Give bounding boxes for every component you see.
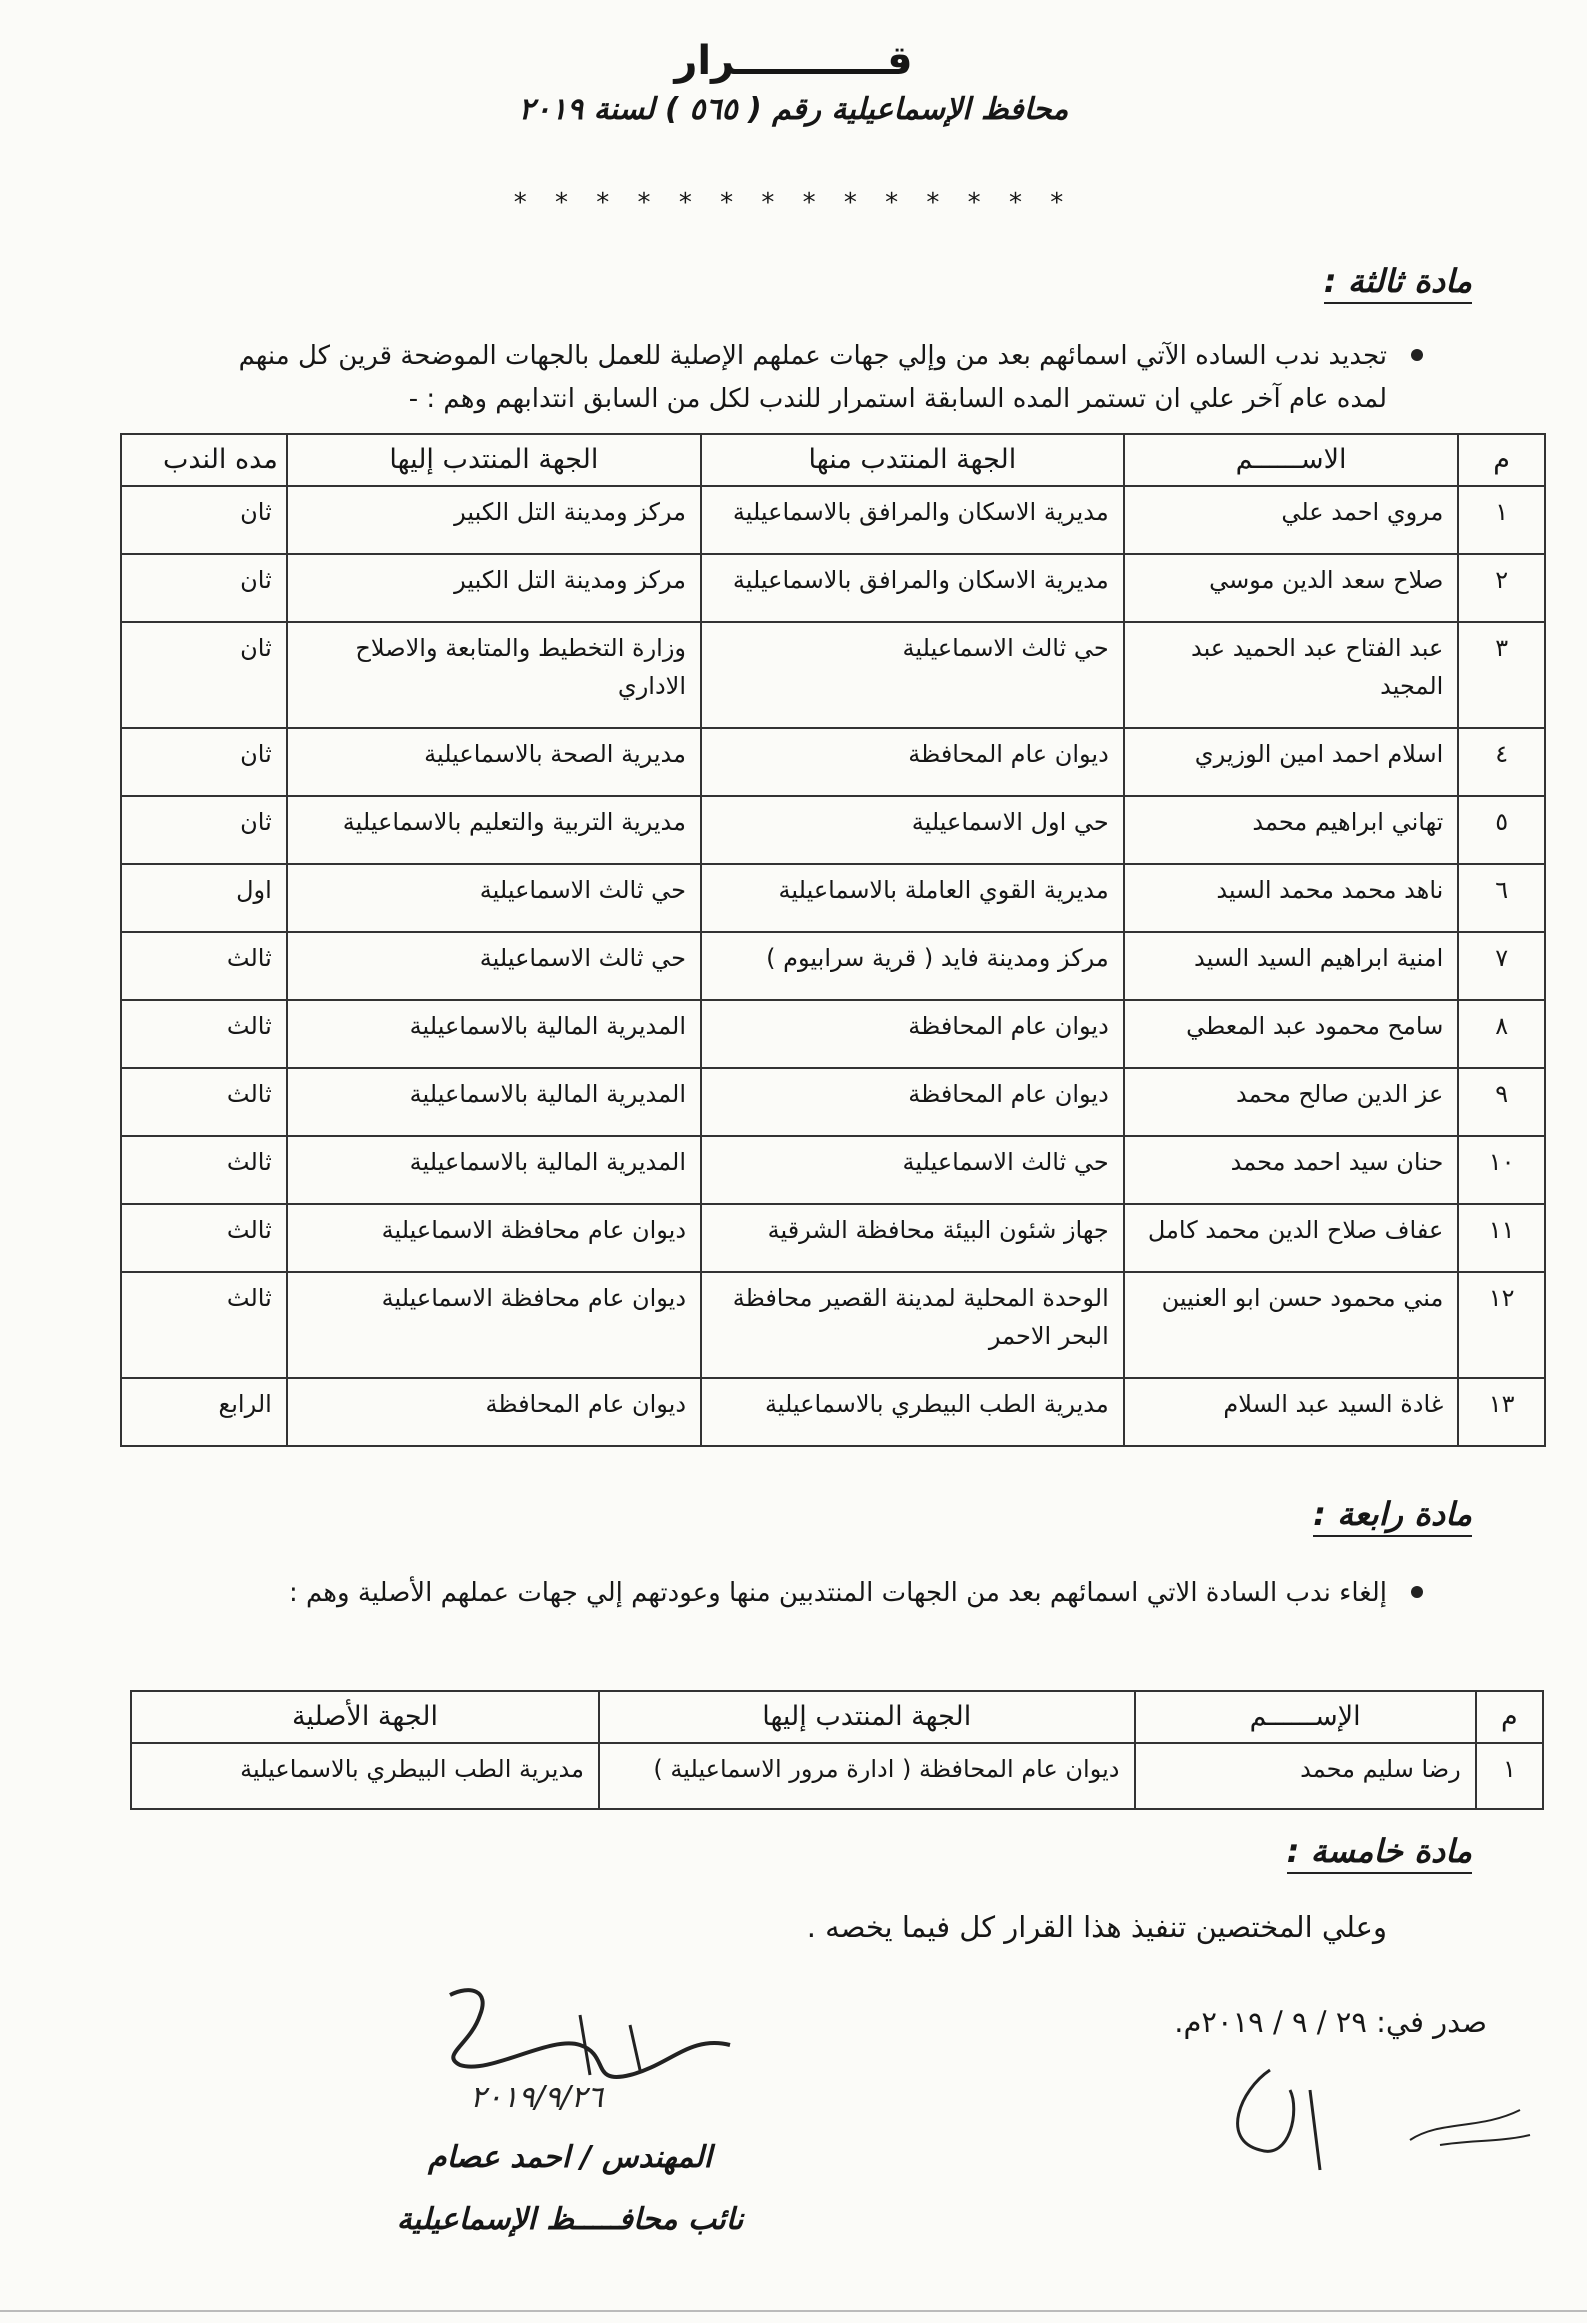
- row-number: ٦: [1458, 864, 1545, 932]
- table-row: [121, 1204, 1545, 1272]
- table-row: [121, 622, 1545, 728]
- from-entity: ديوان عام المحافظة: [701, 728, 1124, 796]
- employee-name: رضا سليم محمد: [1135, 1743, 1476, 1809]
- to-entity: المديرية المالية بالاسماعيلية: [287, 1068, 701, 1136]
- to-entity: ديوان عام المحافظة ( ادارة مرور الاسماعيلية ): [599, 1743, 1135, 1809]
- employee-name: امنية ابراهيم السيد السيد: [1124, 932, 1459, 1000]
- duration: ثان: [121, 796, 287, 864]
- row-number: ٣: [1458, 622, 1545, 728]
- row-number: ١: [1458, 486, 1545, 554]
- duration: ثالث: [121, 1136, 287, 1204]
- header-cell: الإســــــم: [1135, 1691, 1476, 1743]
- from-entity: الوحدة المحلية لمدينة القصير محافظة البحر الاحمر: [701, 1272, 1124, 1378]
- article5-heading: مادة خامسة :: [1287, 1832, 1472, 1874]
- duration: ثالث: [121, 1000, 287, 1068]
- employee-name: سامح محمود عبد المعطي: [1124, 1000, 1459, 1068]
- to-entity: حي ثالث الاسماعيلية: [287, 932, 701, 1000]
- to-entity: ديوان عام محافظة الاسماعيلية: [287, 1272, 701, 1378]
- duration: ثان: [121, 622, 287, 728]
- row-number: ١: [1476, 1743, 1543, 1809]
- table-row: [121, 486, 1545, 554]
- table-row: [121, 796, 1545, 864]
- row-number: ٨: [1458, 1000, 1545, 1068]
- duration: ثان: [121, 554, 287, 622]
- from-entity: مركز ومدينة فايد ( قرية سرابيوم ): [701, 932, 1124, 1000]
- from-entity: حي ثالث الاسماعيلية: [701, 1136, 1124, 1204]
- to-entity: وزارة التخطيط والمتابعة والاصلاح الاداري: [287, 622, 701, 728]
- header-cell: الجهة الأصلية: [131, 1691, 599, 1743]
- table-header-row: [121, 434, 1545, 486]
- row-number: ٤: [1458, 728, 1545, 796]
- article4-table: [130, 1690, 1544, 1810]
- row-number: ١١: [1458, 1204, 1545, 1272]
- page-edge-line: [0, 2310, 1587, 2312]
- employee-name: مني محمود حسن ابو العنيين: [1124, 1272, 1459, 1378]
- article3-table: [120, 433, 1546, 1447]
- employee-name: صلاح سعد الدين موسي: [1124, 554, 1459, 622]
- header-cell: الجهة المنتدب منها: [701, 434, 1124, 486]
- table-row: [121, 864, 1545, 932]
- table-row: [121, 932, 1545, 1000]
- signatory-title: نائب محافـــــظ الإسماعيلية: [396, 2202, 744, 2237]
- from-entity: حي ثالث الاسماعيلية: [701, 622, 1124, 728]
- employee-name: عفاف صلاح الدين محمد كامل: [1124, 1204, 1459, 1272]
- employee-name: ناهد محمد محمد السيد: [1124, 864, 1459, 932]
- signatory-name: المهندس / احمد عصام: [428, 2140, 712, 2175]
- table-row: [121, 554, 1545, 622]
- to-entity: مركز ومدينة التل الكبير: [287, 486, 701, 554]
- table-row: [121, 1000, 1545, 1068]
- duration: ثالث: [121, 1068, 287, 1136]
- employee-name: مروي احمد علي: [1124, 486, 1459, 554]
- bullet-icon: [1411, 349, 1423, 361]
- employee-name: عبد الفتاح عبد الحميد عبد المجيد: [1124, 622, 1459, 728]
- initials-scribble: [1180, 2050, 1560, 2190]
- from-entity: حي اول الاسماعيلية: [701, 796, 1124, 864]
- row-number: ١٢: [1458, 1272, 1545, 1378]
- handwritten-date: ٢٠١٩/٩/٢٦: [470, 2080, 604, 2115]
- decree-number-line: محافظ الإسماعيلية رقم ( ٥٦٥ ) لسنة ٢٠١٩: [518, 92, 1069, 127]
- employee-name: تهاني ابراهيم محمد: [1124, 796, 1459, 864]
- table-row: [121, 1068, 1545, 1136]
- table-header-row: [131, 1691, 1543, 1743]
- from-entity: جهاز شئون البيئة محافظة الشرقية: [701, 1204, 1124, 1272]
- article5-text: وعلي المختصين تنفيذ هذا القرار كل فيما يخصه .: [806, 1910, 1387, 1944]
- row-number: ٩: [1458, 1068, 1545, 1136]
- header-cell: الجهة المنتدب إليها: [287, 434, 701, 486]
- issue-date: صدر في: ٢٩ / ٩ / ٢٠١٩م.: [1174, 2005, 1487, 2039]
- row-number: ٧: [1458, 932, 1545, 1000]
- article3-heading: مادة ثالثة :: [1324, 262, 1472, 304]
- table-row: [121, 1272, 1545, 1378]
- header-cell: الجهة المنتدب إليها: [599, 1691, 1135, 1743]
- article3-text: تجديد ندب الساده الآتي اسمائهم بعد من وإلي جهات عملهم الإصلية للعمل بالجهات الموضحة قرين كل منهم لمده عام آخر علي ان تستمر المده السابقة استمرار للندب لكل من السابق انتدابهم وهم : -: [238, 341, 1387, 414]
- to-entity: المديرية المالية بالاسماعيلية: [287, 1136, 701, 1204]
- from-entity: مديرية الطب البيطري بالاسماعيلية: [701, 1378, 1124, 1446]
- duration: اول: [121, 864, 287, 932]
- to-entity: مديرية الصحة بالاسماعيلية: [287, 728, 701, 796]
- original-entity: مديرية الطب البيطري بالاسماعيلية: [131, 1743, 599, 1809]
- article4-text-block: [207, 1572, 1387, 1615]
- from-entity: مديرية القوي العاملة بالاسماعيلية: [701, 864, 1124, 932]
- decree-title: قـــــــــــرار: [674, 38, 913, 84]
- bullet-icon: [1411, 1586, 1423, 1598]
- from-entity: مديرية الاسكان والمرافق بالاسماعيلية: [701, 486, 1124, 554]
- from-entity: ديوان عام المحافظة: [701, 1068, 1124, 1136]
- table-row: [121, 1378, 1545, 1446]
- employee-name: غادة السيد عبد السلام: [1124, 1378, 1459, 1446]
- header-cell: الاســــــم: [1124, 434, 1459, 486]
- from-entity: ديوان عام المحافظة: [701, 1000, 1124, 1068]
- duration: الرابع: [121, 1378, 287, 1446]
- table-row: [121, 1136, 1545, 1204]
- to-entity: حي ثالث الاسماعيلية: [287, 864, 701, 932]
- row-number: ٥: [1458, 796, 1545, 864]
- duration: ثالث: [121, 1204, 287, 1272]
- row-number: ٢: [1458, 554, 1545, 622]
- stars-divider: * * * * * * * * * * * * * *: [513, 188, 1074, 218]
- employee-name: عز الدين صالح محمد: [1124, 1068, 1459, 1136]
- to-entity: ديوان عام محافظة الاسماعيلية: [287, 1204, 701, 1272]
- table-row: [121, 728, 1545, 796]
- to-entity: ديوان عام المحافظة: [287, 1378, 701, 1446]
- duration: ثالث: [121, 932, 287, 1000]
- employee-name: اسلام احمد امين الوزيري: [1124, 728, 1459, 796]
- article4-text: إلغاء ندب السادة الاتي اسمائهم بعد من الجهات المنتدبين منها وعودتهم إلي جهات عملهم الأصلية وهم :: [288, 1578, 1387, 1608]
- header-cell: م: [1476, 1691, 1543, 1743]
- duration: ثالث: [121, 1272, 287, 1378]
- duration: ثان: [121, 486, 287, 554]
- article3-text-block: [207, 335, 1387, 421]
- row-number: ١٣: [1458, 1378, 1545, 1446]
- from-entity: مديرية الاسكان والمرافق بالاسماعيلية: [701, 554, 1124, 622]
- row-number: ١٠: [1458, 1136, 1545, 1204]
- table-row: [131, 1743, 1543, 1809]
- employee-name: حنان سيد احمد محمد: [1124, 1136, 1459, 1204]
- to-entity: مركز ومدينة التل الكبير: [287, 554, 701, 622]
- to-entity: المديرية المالية بالاسماعيلية: [287, 1000, 701, 1068]
- to-entity: مديرية التربية والتعليم بالاسماعيلية: [287, 796, 701, 864]
- header-cell: م: [1458, 434, 1545, 486]
- header-cell: مده الندب: [121, 434, 287, 486]
- article4-heading: مادة رابعة :: [1313, 1495, 1472, 1537]
- duration: ثان: [121, 728, 287, 796]
